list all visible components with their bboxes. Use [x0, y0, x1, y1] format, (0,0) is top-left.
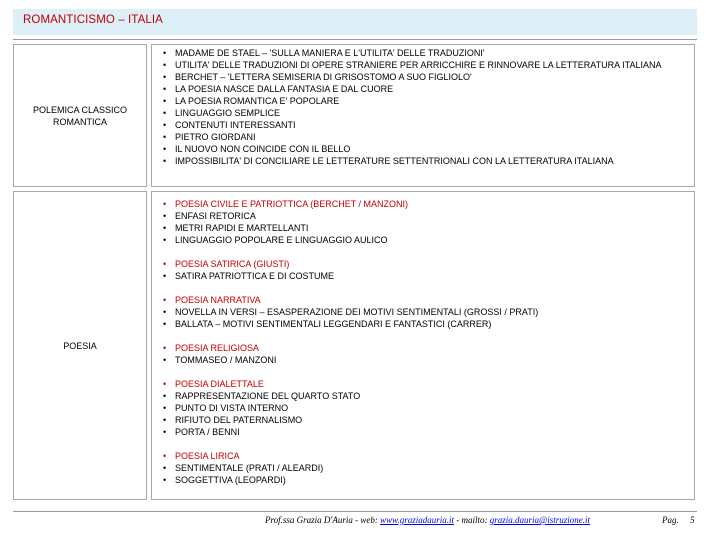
list-item: • NOVELLA IN VERSI – ESASPERAZIONE DEI MOTIVI SENTIMENTALI (GROSSI / PRATI): [161, 306, 681, 318]
footer-mail-label: mailto:: [461, 515, 490, 525]
polemica-content-box: [151, 44, 695, 187]
footer: [0, 512, 720, 534]
list-item: • UTILITA' DELLE TRADUZIONI DI OPERE STRANIERE PER ARRICCHIRE E RINNOVARE LA LETTERATURA ITALIANA: [161, 59, 681, 71]
footer-separator: -: [352, 515, 361, 525]
slide-title: ROMANTICISMO – ITALIA: [23, 14, 163, 26]
polemica-label: [14, 104, 146, 128]
poesia-label-box: [13, 191, 147, 500]
group-heading: • POESIA RELIGIOSA: [161, 342, 681, 354]
poesia-group-dialettale: [161, 378, 681, 438]
title-bar: [13, 9, 697, 35]
list-item: • LA POESIA NASCE DALLA FANTASIA E DAL CUORE: [161, 83, 681, 95]
group-heading: • POESIA SATIRICA (GIUSTI): [161, 258, 681, 270]
email-link[interactable]: grazia.dauria@istruzione.it: [489, 515, 591, 525]
footer-credits: [265, 515, 590, 525]
list-item: • SATIRA PATRIOTTICA E DI COSTUME: [161, 270, 681, 282]
page-number: 5: [690, 515, 695, 525]
list-item: • PIETRO GIORDANI: [161, 131, 681, 143]
group-heading: • POESIA CIVILE E PATRIOTTICA (BERCHET / MANZONI): [161, 198, 681, 210]
polemica-list: [161, 47, 681, 167]
polemica-label-line2: ROMANTICA: [53, 117, 107, 127]
poesia-content-box: [151, 191, 695, 500]
footer-author: Prof.ssa Grazia D'Auria: [265, 515, 353, 525]
poesia-group-religiosa: [161, 342, 681, 366]
poesia-group-satirica: [161, 258, 681, 282]
footer-web-label: web:: [360, 515, 381, 525]
website-link[interactable]: www.graziadauria.it: [380, 515, 454, 525]
list-item: • LINGUAGGIO SEMPLICE: [161, 107, 681, 119]
list-item: • BALLATA – MOTIVI SENTIMENTALI LEGGENDARI E FANTASTICI (CARRER): [161, 318, 681, 330]
list-item: • LA POESIA ROMANTICA E' POPOLARE: [161, 95, 681, 107]
list-item: • MADAME DE STAEL – 'SULLA MANIERA E L'UTILITA' DELLE TRADUZIONI': [161, 47, 681, 59]
list-item: • TOMMASEO / MANZONI: [161, 354, 681, 366]
list-item: • RAPPRESENTAZIONE DEL QUARTO STATO: [161, 390, 681, 402]
list-item: • PORTA / BENNI: [161, 426, 681, 438]
footer-separator: -: [453, 515, 462, 525]
polemica-label-line1: POLEMICA CLASSICO: [32, 105, 128, 115]
list-item: • SENTIMENTALE (PRATI / ALEARDI): [161, 462, 681, 474]
list-item: • CONTENUTI INTERESSANTI: [161, 119, 681, 131]
page-label: Pag.: [662, 515, 679, 525]
group-heading: • POESIA LIRICA: [161, 450, 681, 462]
poesia-group-lirica: [161, 450, 681, 486]
poesia-group-narrativa: [161, 294, 681, 330]
poesia-label: POESIA: [63, 341, 97, 351]
list-item: • IMPOSSIBILITA' DI CONCILIARE LE LETTERATURE SETTENTRIONALI CON LA LETTERATURA ITALIANA: [161, 155, 681, 167]
polemica-label-box: [13, 44, 147, 187]
group-heading: • POESIA NARRATIVA: [161, 294, 681, 306]
list-item: • IL NUOVO NON COINCIDE CON IL BELLO: [161, 143, 681, 155]
list-item: • BERCHET – 'LETTERA SEMISERIA DI GRISOSTOMO A SUO FIGLIOLO': [161, 71, 681, 83]
poesia-group-civile: [161, 198, 681, 246]
list-item: • SOGGETTIVA (LEOPARDI): [161, 474, 681, 486]
list-item: • PUNTO DI VISTA INTERNO: [161, 402, 681, 414]
group-heading: • POESIA DIALETTALE: [161, 378, 681, 390]
list-item: • RIFIUTO DEL PATERNALISMO: [161, 414, 681, 426]
list-item: • METRI RAPIDI E MARTELLANTI: [161, 222, 681, 234]
list-item: • ENFASI RETORICA: [161, 210, 681, 222]
title-divider: [13, 39, 697, 40]
list-item: • LINGUAGGIO POPOLARE E LINGUAGGIO AULICO: [161, 234, 681, 246]
